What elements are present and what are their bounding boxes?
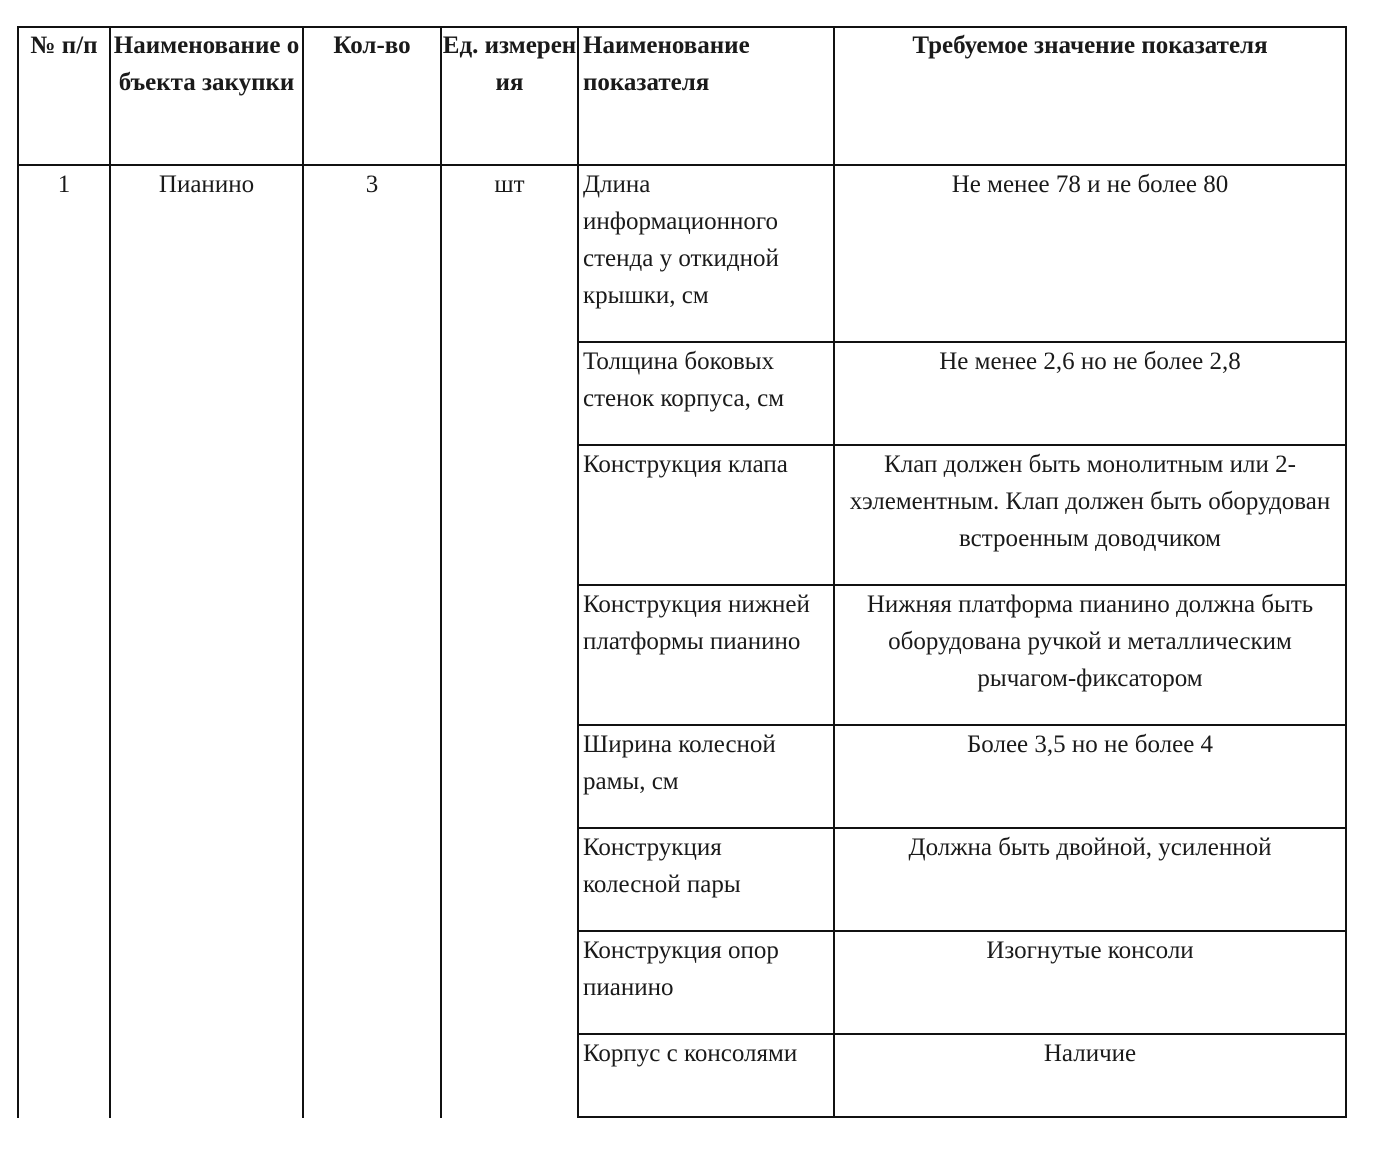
header-unit: Ед. измерения — [442, 32, 577, 96]
header-num: № п/п — [30, 32, 98, 59]
value-cell: Наличие — [1043, 1040, 1137, 1067]
indicator-cell: Длина информационного стенда у откидной крышки, см — [583, 171, 779, 309]
value-cell: Более 3,5 но не более 4 — [966, 731, 1214, 758]
table-border-right — [1345, 26, 1347, 1118]
indicator-cell: Толщина боковых стенок корпуса, см — [583, 348, 785, 412]
table-border-bottom — [577, 1116, 1347, 1118]
column-divider — [577, 26, 579, 1118]
value-cell: Нижняя платформа пианино должна быть оборудована ручкой и металлическим рычагом-фиксатором — [866, 591, 1314, 692]
header-indicator: Наименование показателя — [583, 32, 750, 96]
item-num: 1 — [57, 171, 71, 198]
item-qty: 3 — [365, 171, 379, 198]
indicator-cell: Конструкция нижней платформы пианино — [583, 591, 810, 655]
value-cell: Изогнутые консоли — [986, 937, 1194, 964]
item-object-name: Пианино — [158, 171, 255, 198]
column-divider — [833, 26, 835, 1118]
item-unit: шт — [494, 171, 525, 198]
value-cell: Должна быть двойной, усиленной — [908, 834, 1272, 861]
value-cell: Клап должен быть монолитным или 2-хэлементным. Клап должен быть оборудован встроенным доводчиком — [849, 451, 1331, 552]
header-required-value: Требуемое значение показателя — [912, 32, 1268, 59]
indicator-cell: Корпус с консолями — [583, 1040, 798, 1067]
indicator-cell: Ширина колесной рамы, см — [583, 731, 776, 795]
value-cell: Не менее 78 и не более 80 — [951, 171, 1229, 198]
indicator-cell: Конструкция клапа — [583, 451, 788, 478]
header-object-name: Наименование объекта закупки — [113, 32, 300, 96]
value-cell: Не менее 2,6 но не более 2,8 — [939, 348, 1241, 375]
indicator-cell: Конструкция колесной пары — [583, 834, 741, 898]
header-qty: Кол-во — [333, 32, 411, 59]
indicator-cell: Конструкция опор пианино — [583, 937, 779, 1001]
